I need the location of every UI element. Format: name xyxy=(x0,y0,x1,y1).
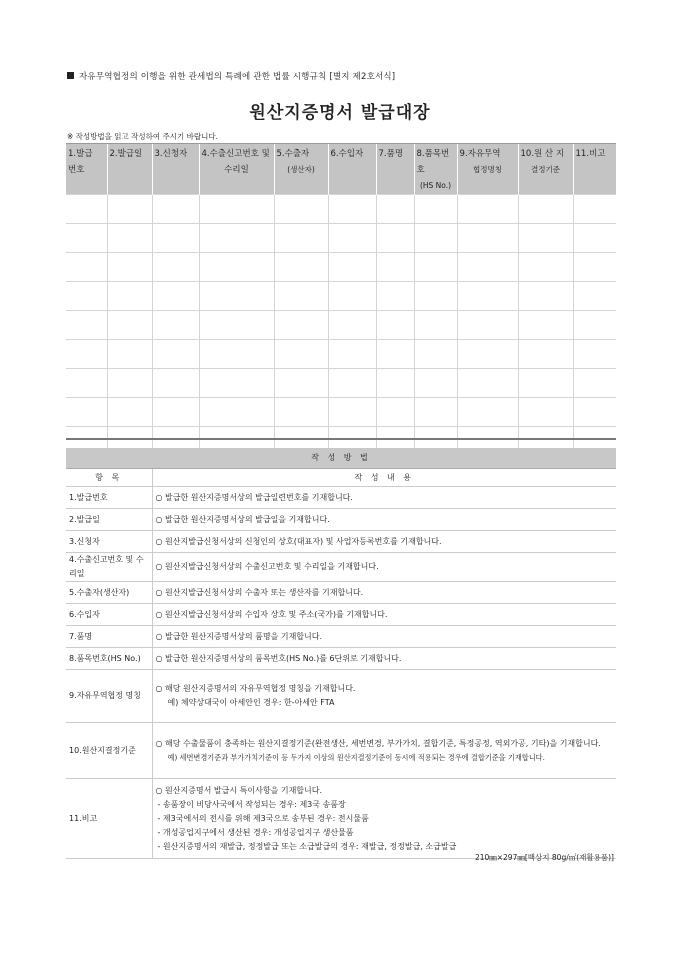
table-cell[interactable] xyxy=(66,369,107,398)
table-row xyxy=(66,224,616,253)
guide-row xyxy=(66,723,616,779)
col-issue-date: 2.발급일 xyxy=(107,144,152,195)
page-title: 원산지증명서 발급대장 xyxy=(249,103,431,123)
table-cell[interactable] xyxy=(328,224,376,253)
table-cell[interactable] xyxy=(152,398,199,427)
col-importer: 6.수입자 xyxy=(328,144,376,195)
guide-content xyxy=(152,670,616,723)
table-cell[interactable] xyxy=(376,369,414,398)
table-cell[interactable] xyxy=(199,340,274,369)
guide-line: ○ 해당 원산지증명서의 자유무역협정 명칭을 기재합니다. xyxy=(155,684,356,693)
table-cell[interactable] xyxy=(274,340,328,369)
guide-example: 예) 세번변경기준과 부가가치기준이 등 두가지 이상의 원산지결정기준이 동시에 적용되는 경우에 결합기준을 기재합니다. xyxy=(167,752,545,762)
table-cell[interactable] xyxy=(66,311,107,340)
form-label-text: 자유무역협정의 이행을 위한 관세법의 특례에 관한 법률 시행규칙 [별지 제2호서식] xyxy=(79,72,396,82)
table-row xyxy=(66,253,616,282)
guide-content xyxy=(152,779,616,859)
table-cell[interactable] xyxy=(199,398,274,427)
table-cell[interactable] xyxy=(199,311,274,340)
table-cell[interactable] xyxy=(573,195,616,224)
form-label xyxy=(67,70,395,82)
guide-sub-line: - 개성공업지구에서 생산된 경우: 개성공업지구 생산물품 xyxy=(157,827,354,837)
col-exporter: 5.수출자 (생산자) xyxy=(274,144,328,195)
table-cell[interactable] xyxy=(199,369,274,398)
col-issue-number: 1.발급 번호 xyxy=(66,144,107,195)
col-remarks: 11.비고 xyxy=(573,144,616,195)
table-cell[interactable] xyxy=(573,369,616,398)
guide-row xyxy=(66,670,616,723)
guide-sub-line: - 제3국에서의 전시를 위해 제3국으로 송부된 경우: 전시물품 xyxy=(157,813,369,823)
guide-item: 6.수입자 xyxy=(66,604,152,626)
guide-item: 8.품목번호(HS No.) xyxy=(66,648,152,670)
table-cell[interactable] xyxy=(328,398,376,427)
guide-row xyxy=(66,531,616,553)
guide-row xyxy=(66,779,616,859)
table-cell[interactable] xyxy=(518,311,573,340)
table-cell[interactable] xyxy=(457,253,518,282)
table-cell[interactable] xyxy=(274,398,328,427)
table-cell[interactable] xyxy=(376,195,414,224)
guide-row xyxy=(66,582,616,604)
guide-item: 9.자유무역협정 명칭 xyxy=(66,670,152,723)
register-header-row xyxy=(66,144,616,195)
table-cell[interactable] xyxy=(414,224,457,253)
table-row xyxy=(66,195,616,224)
table-cell[interactable] xyxy=(328,282,376,311)
table-cell[interactable] xyxy=(152,340,199,369)
table-cell[interactable] xyxy=(66,224,107,253)
guide-row xyxy=(66,604,616,626)
table-cell[interactable] xyxy=(573,224,616,253)
table-cell[interactable] xyxy=(414,311,457,340)
col-fta-name: 9.자유무역 협정명칭 xyxy=(457,144,518,195)
guide-sub-line: - 원산지증명서의 재발급, 정정발급 또는 소급발급의 경우: 재발급, 정정발급, 소급발급 xyxy=(157,841,457,851)
guide-item: 10.원산지결정기준 xyxy=(66,723,152,779)
guide-sub-line: - 송품장이 비당사국에서 작성되는 경우: 제3국 송품장 xyxy=(157,799,346,809)
table-cell[interactable] xyxy=(328,195,376,224)
table-cell[interactable] xyxy=(573,282,616,311)
table-cell[interactable] xyxy=(376,224,414,253)
table-cell[interactable] xyxy=(376,340,414,369)
table-cell[interactable] xyxy=(328,311,376,340)
guide-content: ○ 원산지발급신청서상의 수입자 상호 및 주소(국가)를 기재합니다. xyxy=(152,604,616,626)
table-cell[interactable] xyxy=(152,282,199,311)
table-cell[interactable] xyxy=(152,253,199,282)
table-cell[interactable] xyxy=(274,224,328,253)
table-cell[interactable] xyxy=(199,253,274,282)
paper-spec: 210㎜×297㎜[백상지 80g/㎡(재활용품)] xyxy=(474,853,614,862)
table-cell[interactable] xyxy=(457,311,518,340)
table-cell[interactable] xyxy=(328,369,376,398)
table-cell[interactable] xyxy=(107,282,152,311)
table-cell[interactable] xyxy=(518,224,573,253)
section-divider xyxy=(66,438,616,440)
guide-title: 작 성 방 법 xyxy=(66,448,616,469)
table-cell[interactable] xyxy=(414,253,457,282)
table-cell[interactable] xyxy=(518,369,573,398)
guide-item: 2.발급일 xyxy=(66,509,152,531)
table-cell[interactable] xyxy=(457,340,518,369)
table-cell[interactable] xyxy=(376,398,414,427)
guide-item: 7.품명 xyxy=(66,626,152,648)
table-cell[interactable] xyxy=(518,398,573,427)
instruction-note: ※ 작성방법을 읽고 작성하여 주시기 바랍니다. xyxy=(67,132,218,141)
guide-title-row xyxy=(66,448,616,469)
table-cell[interactable] xyxy=(328,253,376,282)
table-cell[interactable] xyxy=(107,195,152,224)
table-cell[interactable] xyxy=(107,340,152,369)
table-cell[interactable] xyxy=(274,195,328,224)
table-cell[interactable] xyxy=(66,195,107,224)
guide-row xyxy=(66,626,616,648)
guide-item: 4.수출신고번호 및 수리일 xyxy=(66,553,152,582)
table-cell[interactable] xyxy=(199,195,274,224)
guide-col-content: 작 성 내 용 xyxy=(152,469,616,487)
table-cell[interactable] xyxy=(518,340,573,369)
guide-row xyxy=(66,509,616,531)
table-cell[interactable] xyxy=(274,369,328,398)
table-cell[interactable] xyxy=(457,195,518,224)
table-row xyxy=(66,311,616,340)
table-cell[interactable] xyxy=(573,340,616,369)
table-cell[interactable] xyxy=(518,282,573,311)
table-cell[interactable] xyxy=(66,253,107,282)
guide-content: ○ 발급한 원산지증명서상의 발급일련번호를 기재합니다. xyxy=(152,487,616,509)
guide-line: ○ 원산지증명서 발급시 특이사항을 기재합니다. xyxy=(155,785,323,795)
register-table xyxy=(66,143,616,456)
table-cell[interactable] xyxy=(274,311,328,340)
guide-item: 1.발급번호 xyxy=(66,487,152,509)
guide-col-item: 항 목 xyxy=(66,469,152,487)
table-cell[interactable] xyxy=(376,282,414,311)
table-cell[interactable] xyxy=(573,253,616,282)
guide-content: ○ 발급한 원산지증명서상의 품목번호(HS No.)를 6단위로 기재합니다. xyxy=(152,648,616,670)
table-cell[interactable] xyxy=(152,311,199,340)
guide-row xyxy=(66,553,616,582)
table-cell[interactable] xyxy=(414,282,457,311)
guide-content: ○ 원산지발급신청서상의 수출자 또는 생산자를 기재합니다. xyxy=(152,582,616,604)
table-cell[interactable] xyxy=(414,398,457,427)
guide-content: ○ 발급한 원산지증명서상의 발급일을 기재합니다. xyxy=(152,509,616,531)
guide-item: 11.비고 xyxy=(66,779,152,859)
table-cell[interactable] xyxy=(107,224,152,253)
table-cell[interactable] xyxy=(518,253,573,282)
square-bullet-icon xyxy=(67,72,74,79)
table-row xyxy=(66,282,616,311)
table-cell[interactable] xyxy=(107,369,152,398)
guide-example: 예) 체약상대국이 아세안인 경우: 한-아세안 FTA xyxy=(167,698,335,707)
table-cell[interactable] xyxy=(573,311,616,340)
table-cell[interactable] xyxy=(457,369,518,398)
guide-content: ○ 원산지발급신청서상의 수출신고번호 및 수리일을 기재합니다. xyxy=(152,553,616,582)
table-cell[interactable] xyxy=(414,340,457,369)
col-origin-criteria: 10.원 산 지 결정기준 xyxy=(518,144,573,195)
table-cell[interactable] xyxy=(328,340,376,369)
guide-header-row xyxy=(66,469,616,487)
table-cell[interactable] xyxy=(152,369,199,398)
table-cell[interactable] xyxy=(518,195,573,224)
table-row xyxy=(66,398,616,427)
table-cell[interactable] xyxy=(414,369,457,398)
table-cell[interactable] xyxy=(376,253,414,282)
table-cell[interactable] xyxy=(107,253,152,282)
table-cell[interactable] xyxy=(274,282,328,311)
table-cell[interactable] xyxy=(457,398,518,427)
table-cell[interactable] xyxy=(274,253,328,282)
col-applicant: 3.신청자 xyxy=(152,144,199,195)
table-cell[interactable] xyxy=(414,195,457,224)
guide-line: ○ 해당 수출물품이 충족하는 원산지결정기준(완전생산, 세번변경, 부가가치, 결합기준, 특정공정, 역외가공, 기타)을 기재합니다. xyxy=(155,738,601,748)
col-item-name: 7.품명 xyxy=(376,144,414,195)
guide-content xyxy=(152,723,616,779)
guide-row xyxy=(66,487,616,509)
guide-item: 5.수출자(생산자) xyxy=(66,582,152,604)
table-cell[interactable] xyxy=(152,195,199,224)
table-row xyxy=(66,369,616,398)
table-cell[interactable] xyxy=(457,282,518,311)
table-cell[interactable] xyxy=(66,398,107,427)
table-cell[interactable] xyxy=(199,282,274,311)
col-hs-number: 8.품목번호 (HS No.) xyxy=(414,144,457,195)
table-cell[interactable] xyxy=(107,311,152,340)
table-cell[interactable] xyxy=(573,398,616,427)
guide-content: ○ 발급한 원산지증명서상의 품명을 기재합니다. xyxy=(152,626,616,648)
guide-item: 3.신청자 xyxy=(66,531,152,553)
table-cell[interactable] xyxy=(107,398,152,427)
guide-table xyxy=(66,448,616,859)
table-cell[interactable] xyxy=(199,224,274,253)
col-export-declaration: 4.수출신고번호 및 수리일 xyxy=(199,144,274,195)
table-cell[interactable] xyxy=(152,224,199,253)
table-cell[interactable] xyxy=(66,282,107,311)
table-cell[interactable] xyxy=(376,311,414,340)
table-cell[interactable] xyxy=(457,224,518,253)
guide-row xyxy=(66,648,616,670)
table-cell[interactable] xyxy=(66,340,107,369)
guide-content: ○ 원산지발급신청서상의 신청인의 상호(대표자) 및 사업자등록번호를 기재합니다. xyxy=(152,531,616,553)
table-row xyxy=(66,340,616,369)
